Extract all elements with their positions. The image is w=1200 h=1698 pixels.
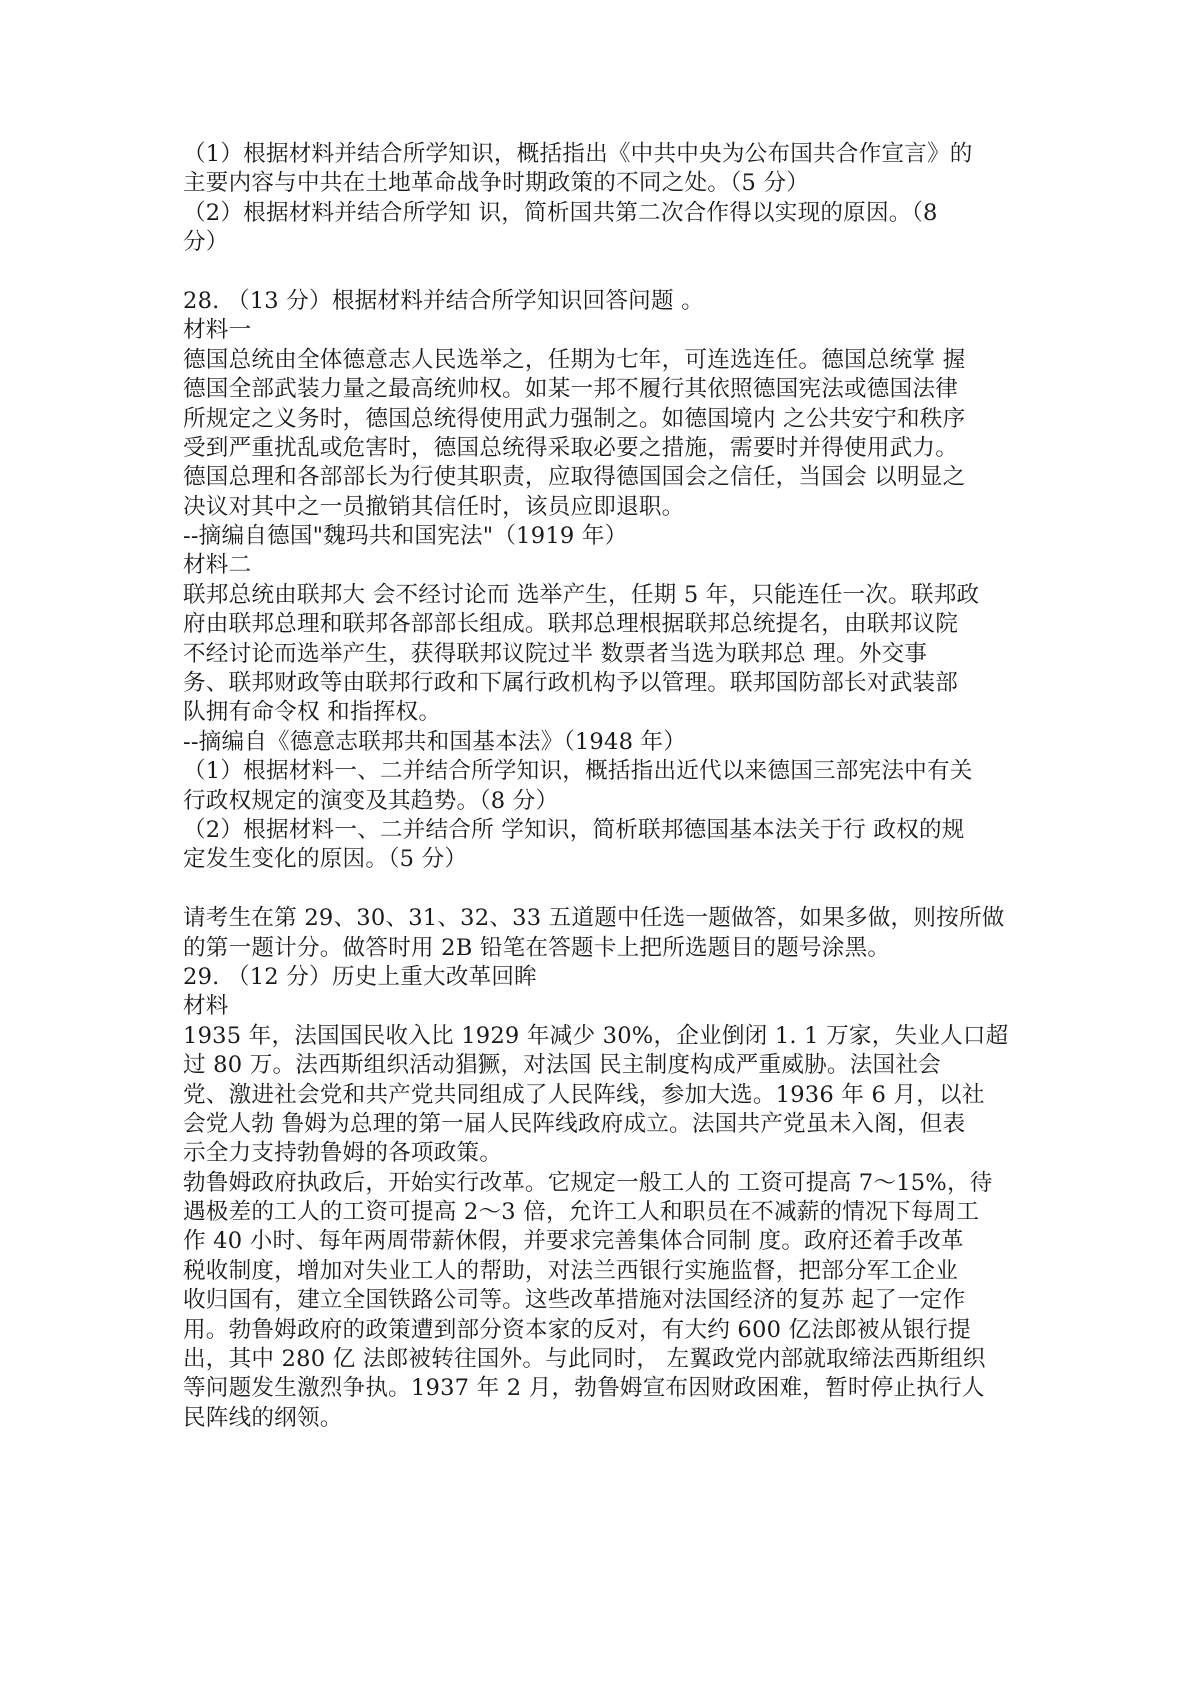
text-line: 党、激进社会党和共产党共同组成了人民阵线，参加大选。1936 年 6 月，以社	[183, 1081, 985, 1108]
text-line: 作 40 小时、每年两周带薪休假，并要求完善集体合同制 度。政府还着手改革	[183, 1228, 964, 1255]
spacer	[183, 875, 1031, 904]
material-source: --摘编自《德意志联邦共和国基本法》（1948 年）	[183, 728, 687, 755]
question-heading: 28. （13 分）根据材料并结合所学知识回答问题 。	[183, 287, 704, 314]
text-line: 税收制度，增加对失业工人的帮助，对法兰西银行实施监督，把部分军工企业	[183, 1257, 958, 1284]
question-heading: 29. （12 分）历史上重大改革回眸	[183, 963, 537, 990]
material-label: 材料二	[183, 552, 252, 579]
spacer	[183, 258, 1031, 287]
text-line: 不经讨论而选举产生，获得联邦议院过半 数票者当选为联邦总 理。外交事	[183, 640, 928, 667]
subquestion-line: （2）根据材料一、二并结合所 学知识，简析联邦德国基本法关于行 政权的规	[183, 816, 965, 843]
text-line: 府由联邦总理和联邦各部部长组成。联邦总理根据联邦总统提名，由联邦议院	[183, 611, 958, 638]
text-line: 用。勃鲁姆政府的政策遭到部分资本家的反对，有大约 600 亿法郎被从银行提	[183, 1316, 971, 1343]
text-line: 出，其中 280 亿 法郎被转往国外。与此同时， 左翼政党内部就取缔法西斯组织	[183, 1346, 986, 1373]
text-line: 务、联邦财政等由联邦行政和下属行政机构予以管理。联邦国防部长对武装部	[183, 670, 958, 697]
text-line: 决议对其中之一员撤销其信任时，该员应即退职。	[183, 493, 685, 520]
text-line: 分）	[183, 229, 229, 256]
subquestion-line: （1）根据材料一、二并结合所学知识，概括指出近代以来德国三部宪法中有关	[183, 758, 973, 785]
material-label: 材料	[183, 993, 229, 1020]
elective-instructions	[183, 904, 1031, 963]
text-line: 遇极差的工人的工资可提高 2～3 倍，允许工人和职员在不减薪的情况下每周工	[183, 1199, 980, 1226]
text-line: 所规定之义务时，德国总统得使用武力强制之。如德国境内 之公共安宁和秩序	[183, 405, 966, 432]
text-line: （1）根据材料并结合所学知识，概括指出《中共中央为公布国共合作宣言》的	[183, 141, 973, 167]
text-line: 的第一题计分。做答时用 2B 铅笔在答题卡上把所选题目的题号涂黑。	[183, 934, 891, 961]
question-28	[183, 287, 1031, 875]
text-line: 德国总理和各部部长为行使其职责，应取得德国国会之信任，当国会 以明显之	[183, 464, 966, 491]
text-line: （2）根据材料并结合所学知 识，简析国共第二次合作得以实现的原因。（8	[183, 199, 938, 226]
text-line: 德国总统由全体德意志人民选举之，任期为七年，可连选连任。德国总统掌 握	[183, 346, 966, 373]
text-line: 等问题发生激烈争执。1937 年 2 月，勃鲁姆宣布因财政困难，暂时停止执行人	[183, 1375, 985, 1402]
text-line: 请考生在第 29、30、31、32、33 五道题中任选一题做答，如果多做，则按所做	[183, 905, 1005, 932]
q27-subquestions	[183, 140, 1031, 258]
text-line: 德国全部武装力量之最高统帅权。如某一邦不履行其依照德国宪法或德国法律	[183, 376, 958, 403]
text-line: 示全力支持勃鲁姆的各项政策。	[183, 1140, 503, 1167]
text-line: 会党人勃 鲁姆为总理的第一届人民阵线政府成立。法国共产党虽未入阁，但表	[183, 1110, 966, 1137]
text-line: 队拥有命令权 和指挥权。	[183, 699, 442, 726]
material-source: --摘编自德国"魏玛共和国宪法"（1919 年）	[183, 523, 628, 550]
material-label: 材料一	[183, 317, 252, 344]
text-line: 联邦总统由联邦大 会不经讨论而 选举产生，任期 5 年，只能连任一次。联邦政	[183, 581, 980, 608]
text-line: 1935 年，法国国民收入比 1929 年减少 30%，企业倒闭 1. 1 万家，失业人口超	[183, 1022, 1009, 1049]
subquestion-line: 行政权规定的演变及其趋势。（8 分）	[183, 787, 559, 814]
text-line: 过 80 万。法西斯组织活动猖獗，对法国 民主制度构成严重威胁。法国社会	[183, 1052, 941, 1079]
text-line: 主要内容与中共在土地革命战争时期政策的不同之处。（5 分）	[183, 170, 810, 197]
subquestion-line: 定发生变化的原因。（5 分）	[183, 846, 468, 873]
text-line: 民阵线的纲领。	[183, 1404, 343, 1431]
text-line: 收归国有，建立全国铁路公司等。这些改革措施对法国经济的复苏 起了一定作	[183, 1287, 966, 1314]
question-29	[183, 963, 1031, 1433]
text-line: 勃鲁姆政府执政后，开始实行改革。它规定一般工人的 工资可提高 7～15%，待	[183, 1169, 993, 1196]
page-content	[183, 140, 1031, 1433]
text-line: 受到严重扰乱或危害时，德国总统得采取必要之措施，需要时并得使用武力。	[183, 434, 958, 461]
